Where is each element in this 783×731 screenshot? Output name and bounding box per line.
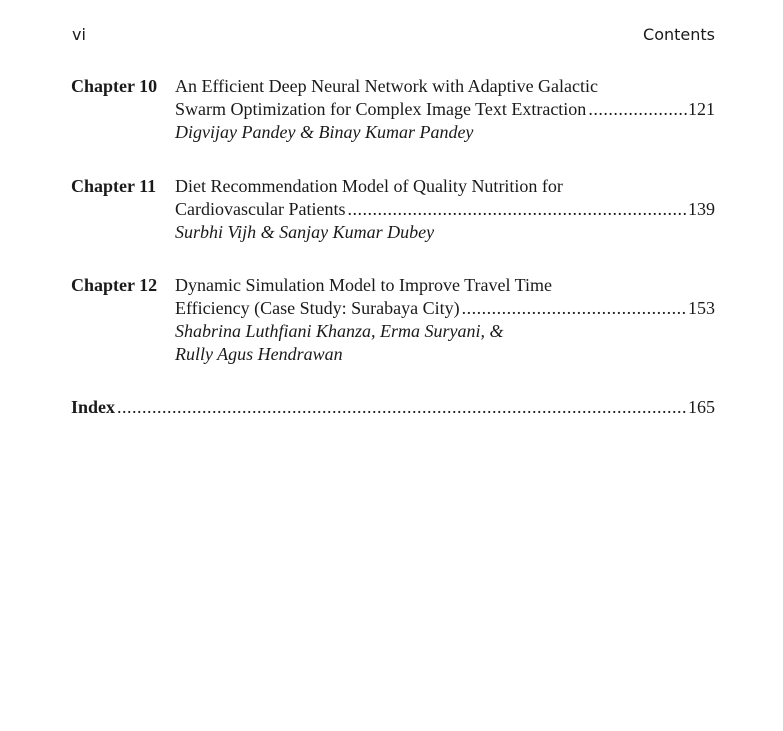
- toc-entry-chapter-12[interactable]: [71, 274, 715, 366]
- chapter-page-number: 139: [688, 199, 715, 219]
- chapter-page-number: 153: [688, 298, 715, 318]
- chapter-title-line-2: Cardiovascular Patients: [175, 199, 346, 219]
- dot-leader: [462, 297, 687, 320]
- toc-entry-chapter-11[interactable]: [71, 175, 715, 244]
- chapter-title-line-2: Efficiency (Case Study: Surabaya City): [175, 298, 460, 318]
- toc-entry-index[interactable]: [71, 396, 715, 419]
- chapter-label: Chapter 12: [71, 275, 158, 295]
- chapter-label: Chapter 10: [71, 76, 158, 96]
- page-number: vi: [72, 25, 86, 44]
- chapter-title-line-1: An Efficient Deep Neural Network with Adaptive Galactic: [175, 76, 599, 96]
- dot-leader: [347, 198, 687, 221]
- chapter-authors-line-1: Shabrina Luthfiani Khanza, Erma Suryani, &: [175, 321, 504, 341]
- chapter-authors: Surbhi Vijh & Sanjay Kumar Dubey: [175, 222, 435, 242]
- chapter-authors: Digvijay Pandey & Binay Kumar Pandey: [175, 122, 474, 142]
- chapter-title-line-2: Swarm Optimization for Complex Image Text Extraction: [175, 99, 587, 119]
- index-page-number: 165: [688, 397, 715, 417]
- chapter-authors-line-2: Rully Agus Hendrawan: [175, 344, 343, 364]
- toc-entry-chapter-10[interactable]: [71, 75, 715, 144]
- dot-leader: [117, 396, 687, 419]
- dot-leader: [588, 98, 687, 121]
- index-label: Index: [71, 397, 116, 417]
- chapter-title-line-1: Dynamic Simulation Model to Improve Travel Time: [175, 275, 552, 295]
- chapter-title-line-1: Diet Recommendation Model of Quality Nutrition for: [175, 176, 563, 196]
- chapter-label: Chapter 11: [71, 176, 157, 196]
- section-title: Contents: [643, 25, 715, 44]
- chapter-page-number: 121: [688, 99, 715, 119]
